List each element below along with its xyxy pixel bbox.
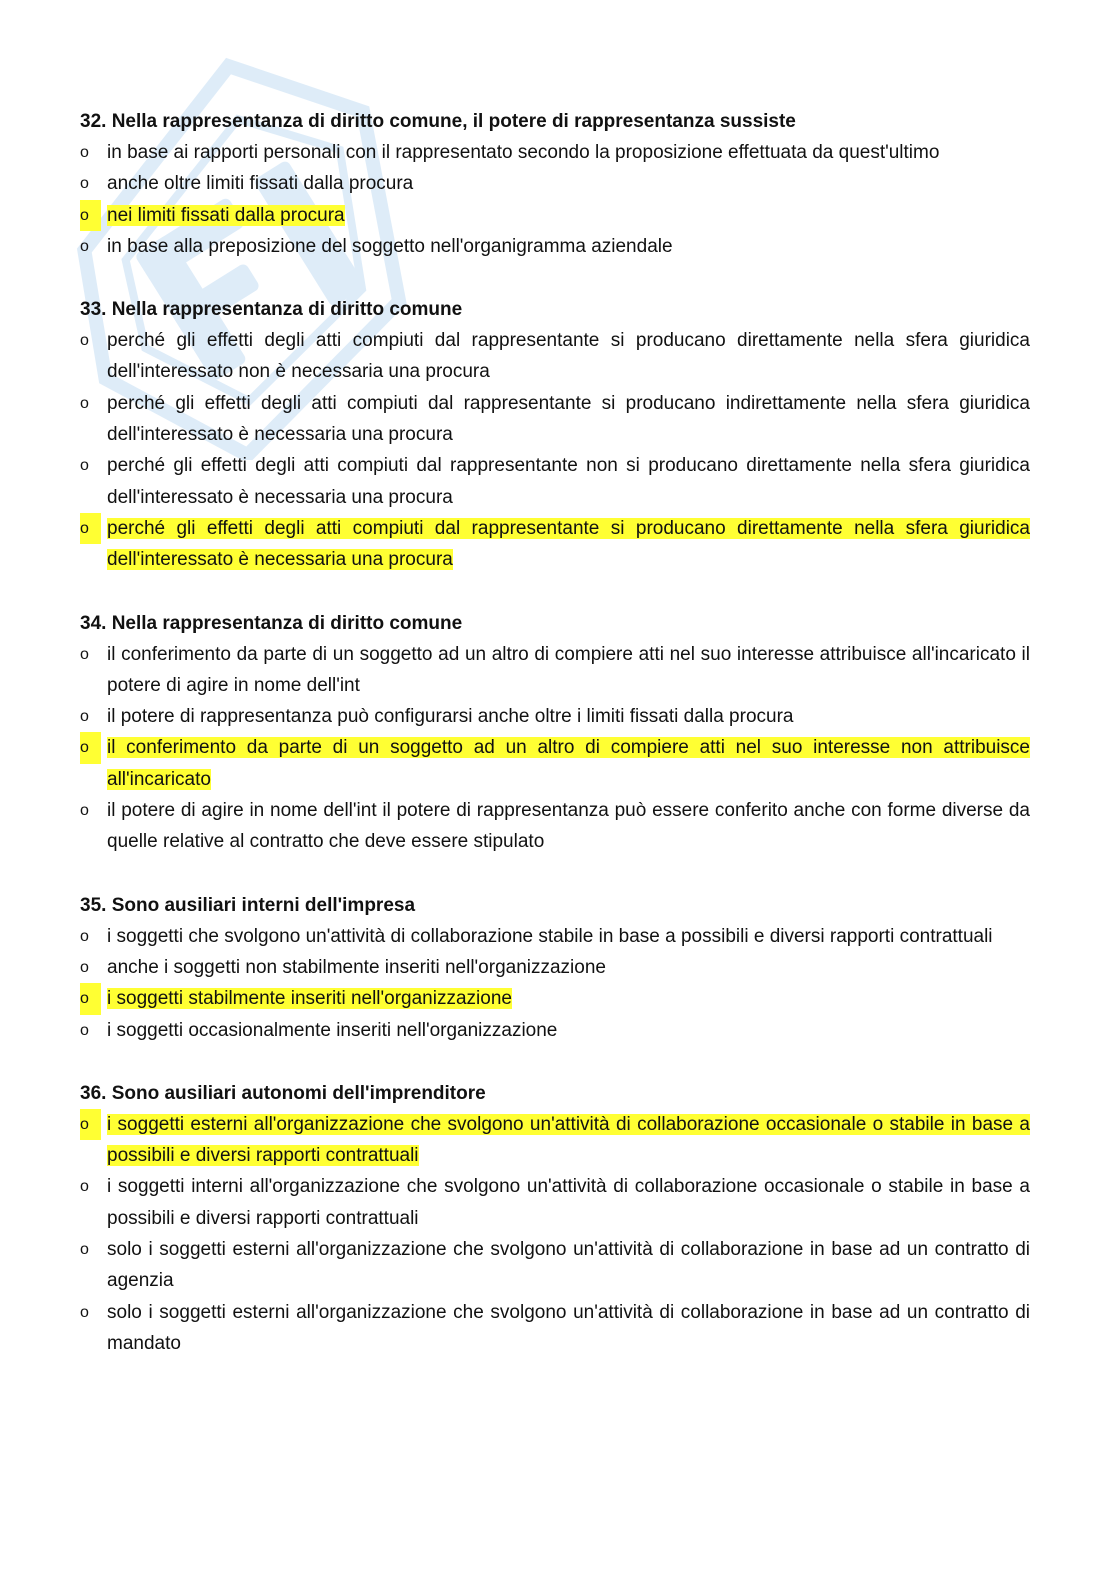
answer-options — [80, 137, 1030, 262]
answer-option-text: solo i soggetti esterni all'organizzazione che svolgono un'attività di collaborazione in base ad un contratto di mandato — [107, 1301, 1030, 1354]
answer-option-text: i soggetti esterni all'organizzazione che svolgono un'attività di collaborazione occasionale o stabile in base a possibili e diversi rapporti contrattuali — [107, 1113, 1030, 1167]
circle-bullet-icon: o — [80, 802, 89, 820]
circle-bullet-icon: o — [80, 175, 89, 193]
answer-option-text: i soggetti stabilmente inseriti nell'organizzazione — [107, 988, 512, 1010]
circle-bullet-icon: o — [80, 732, 101, 763]
answer-option — [80, 952, 1030, 983]
question-title: 34. Nella rappresentanza di diritto comune — [80, 612, 463, 634]
answer-option-correct — [80, 983, 1030, 1014]
circle-bullet-icon: o — [80, 1178, 89, 1196]
answer-option — [80, 1171, 1030, 1234]
answer-option-correct — [80, 732, 1030, 795]
circle-bullet-icon: o — [80, 708, 89, 726]
question-title: 35. Sono ausiliari interni dell'impresa — [80, 894, 416, 916]
question-title: 36. Sono ausiliari autonomi dell'imprenditore — [80, 1082, 486, 1104]
answer-option — [80, 639, 1030, 702]
answer-options — [80, 1109, 1030, 1359]
answer-option — [80, 701, 1030, 732]
answer-option — [80, 1234, 1030, 1297]
answer-option-text: i soggetti che svolgono un'attività di collaborazione stabile in base a possibili e diversi rapporti contrattuali — [107, 925, 993, 947]
answer-option-text: perché gli effetti degli atti compiuti dal rappresentante si producano direttamente nella sfera giuridica dell'interessato non è necessaria una procura — [107, 330, 1030, 383]
answer-options — [80, 639, 1030, 858]
circle-bullet-icon: o — [80, 457, 89, 475]
circle-bullet-icon: o — [80, 958, 89, 976]
circle-bullet-icon: o — [80, 927, 89, 945]
answer-option-text: anche i soggetti non stabilmente inseriti nell'organizzazione — [107, 956, 606, 978]
answer-option-correct — [80, 513, 1030, 576]
answer-option — [80, 137, 1030, 168]
answer-option-text: in base ai rapporti personali con il rappresentato secondo la proposizione effettuata da quest'ultimo — [107, 142, 940, 163]
answer-option — [80, 1015, 1030, 1046]
circle-bullet-icon: o — [80, 1021, 89, 1039]
answer-option — [80, 231, 1030, 262]
answer-option — [80, 388, 1030, 451]
circle-bullet-icon: o — [80, 144, 89, 161]
circle-bullet-icon: o — [80, 513, 101, 544]
answer-option — [80, 1297, 1030, 1360]
answer-options — [80, 921, 1030, 1046]
question-title: 33. Nella rappresentanza di diritto comune — [80, 299, 463, 321]
question-title: 32. Nella rappresentanza di diritto comune, il potere di rappresentanza sussiste — [80, 111, 796, 132]
circle-bullet-icon: o — [80, 237, 89, 255]
answer-option-text: i soggetti occasionalmente inseriti nell'organizzazione — [107, 1019, 558, 1041]
answer-option — [80, 450, 1030, 513]
question-block — [80, 106, 1030, 262]
answer-option — [80, 921, 1030, 952]
circle-bullet-icon: o — [80, 1303, 89, 1321]
answer-option-correct — [80, 1109, 1030, 1172]
question-block — [80, 890, 1030, 1046]
question-block — [80, 294, 1030, 575]
question-block — [80, 608, 1030, 858]
answer-option-text: i soggetti interni all'organizzazione che svolgono un'attività di collaborazione occasionale o stabile in base a possibili e diversi rapporti contrattuali — [107, 1176, 1030, 1229]
answer-option-text: anche oltre limiti fissati dalla procura — [107, 173, 414, 195]
answer-option-text: il potere di agire in nome dell'int il potere di rappresentanza può essere conferito anche con forme diverse da quelle relative al contratto che deve essere stipulato — [107, 800, 1030, 853]
answer-option-text: nei limiti fissati dalla procura — [107, 204, 345, 226]
circle-bullet-icon: o — [80, 645, 89, 663]
answer-option-text: il potere di rappresentanza può configurarsi anche oltre i limiti fissati dalla procura — [107, 706, 794, 728]
answer-option-correct — [80, 200, 1030, 231]
answer-option-text: perché gli effetti degli atti compiuti dal rappresentante si producano indirettamente nella sfera giuridica dell'interessato è necessaria una procura — [107, 392, 1030, 446]
answer-option — [80, 168, 1030, 199]
circle-bullet-icon: o — [80, 1241, 89, 1259]
circle-bullet-icon: o — [80, 332, 89, 350]
answer-option-text: perché gli effetti degli atti compiuti dal rappresentante si producano direttamente nella sfera giuridica dell'interessato è necessaria una procura — [107, 517, 1030, 571]
answer-option-text: in base alla preposizione del soggetto nell'organigramma aziendale — [107, 235, 673, 257]
answer-option — [80, 795, 1030, 858]
question-block — [80, 1078, 1030, 1359]
document-page — [80, 106, 1030, 1391]
circle-bullet-icon: o — [80, 200, 101, 231]
circle-bullet-icon: o — [80, 1109, 101, 1140]
circle-bullet-icon: o — [80, 983, 101, 1014]
answer-option-text: solo i soggetti esterni all'organizzazione che svolgono un'attività di collaborazione in base ad un contratto di agenzia — [107, 1239, 1030, 1292]
answer-option-text: il conferimento da parte di un soggetto ad un altro di compiere atti nel suo interesse non attribuisce all'incaricato — [107, 737, 1030, 790]
circle-bullet-icon: o — [80, 394, 89, 412]
answer-option-text: il conferimento da parte di un soggetto ad un altro di compiere atti nel suo interesse attribuisce all'incaricato il potere di agire in nome dell'int — [107, 643, 1030, 696]
answer-option — [80, 325, 1030, 388]
answer-options — [80, 325, 1030, 575]
answer-option-text: perché gli effetti degli atti compiuti dal rappresentante non si producano direttamente nella sfera giuridica dell'interessato è necessaria una procura — [107, 455, 1030, 508]
